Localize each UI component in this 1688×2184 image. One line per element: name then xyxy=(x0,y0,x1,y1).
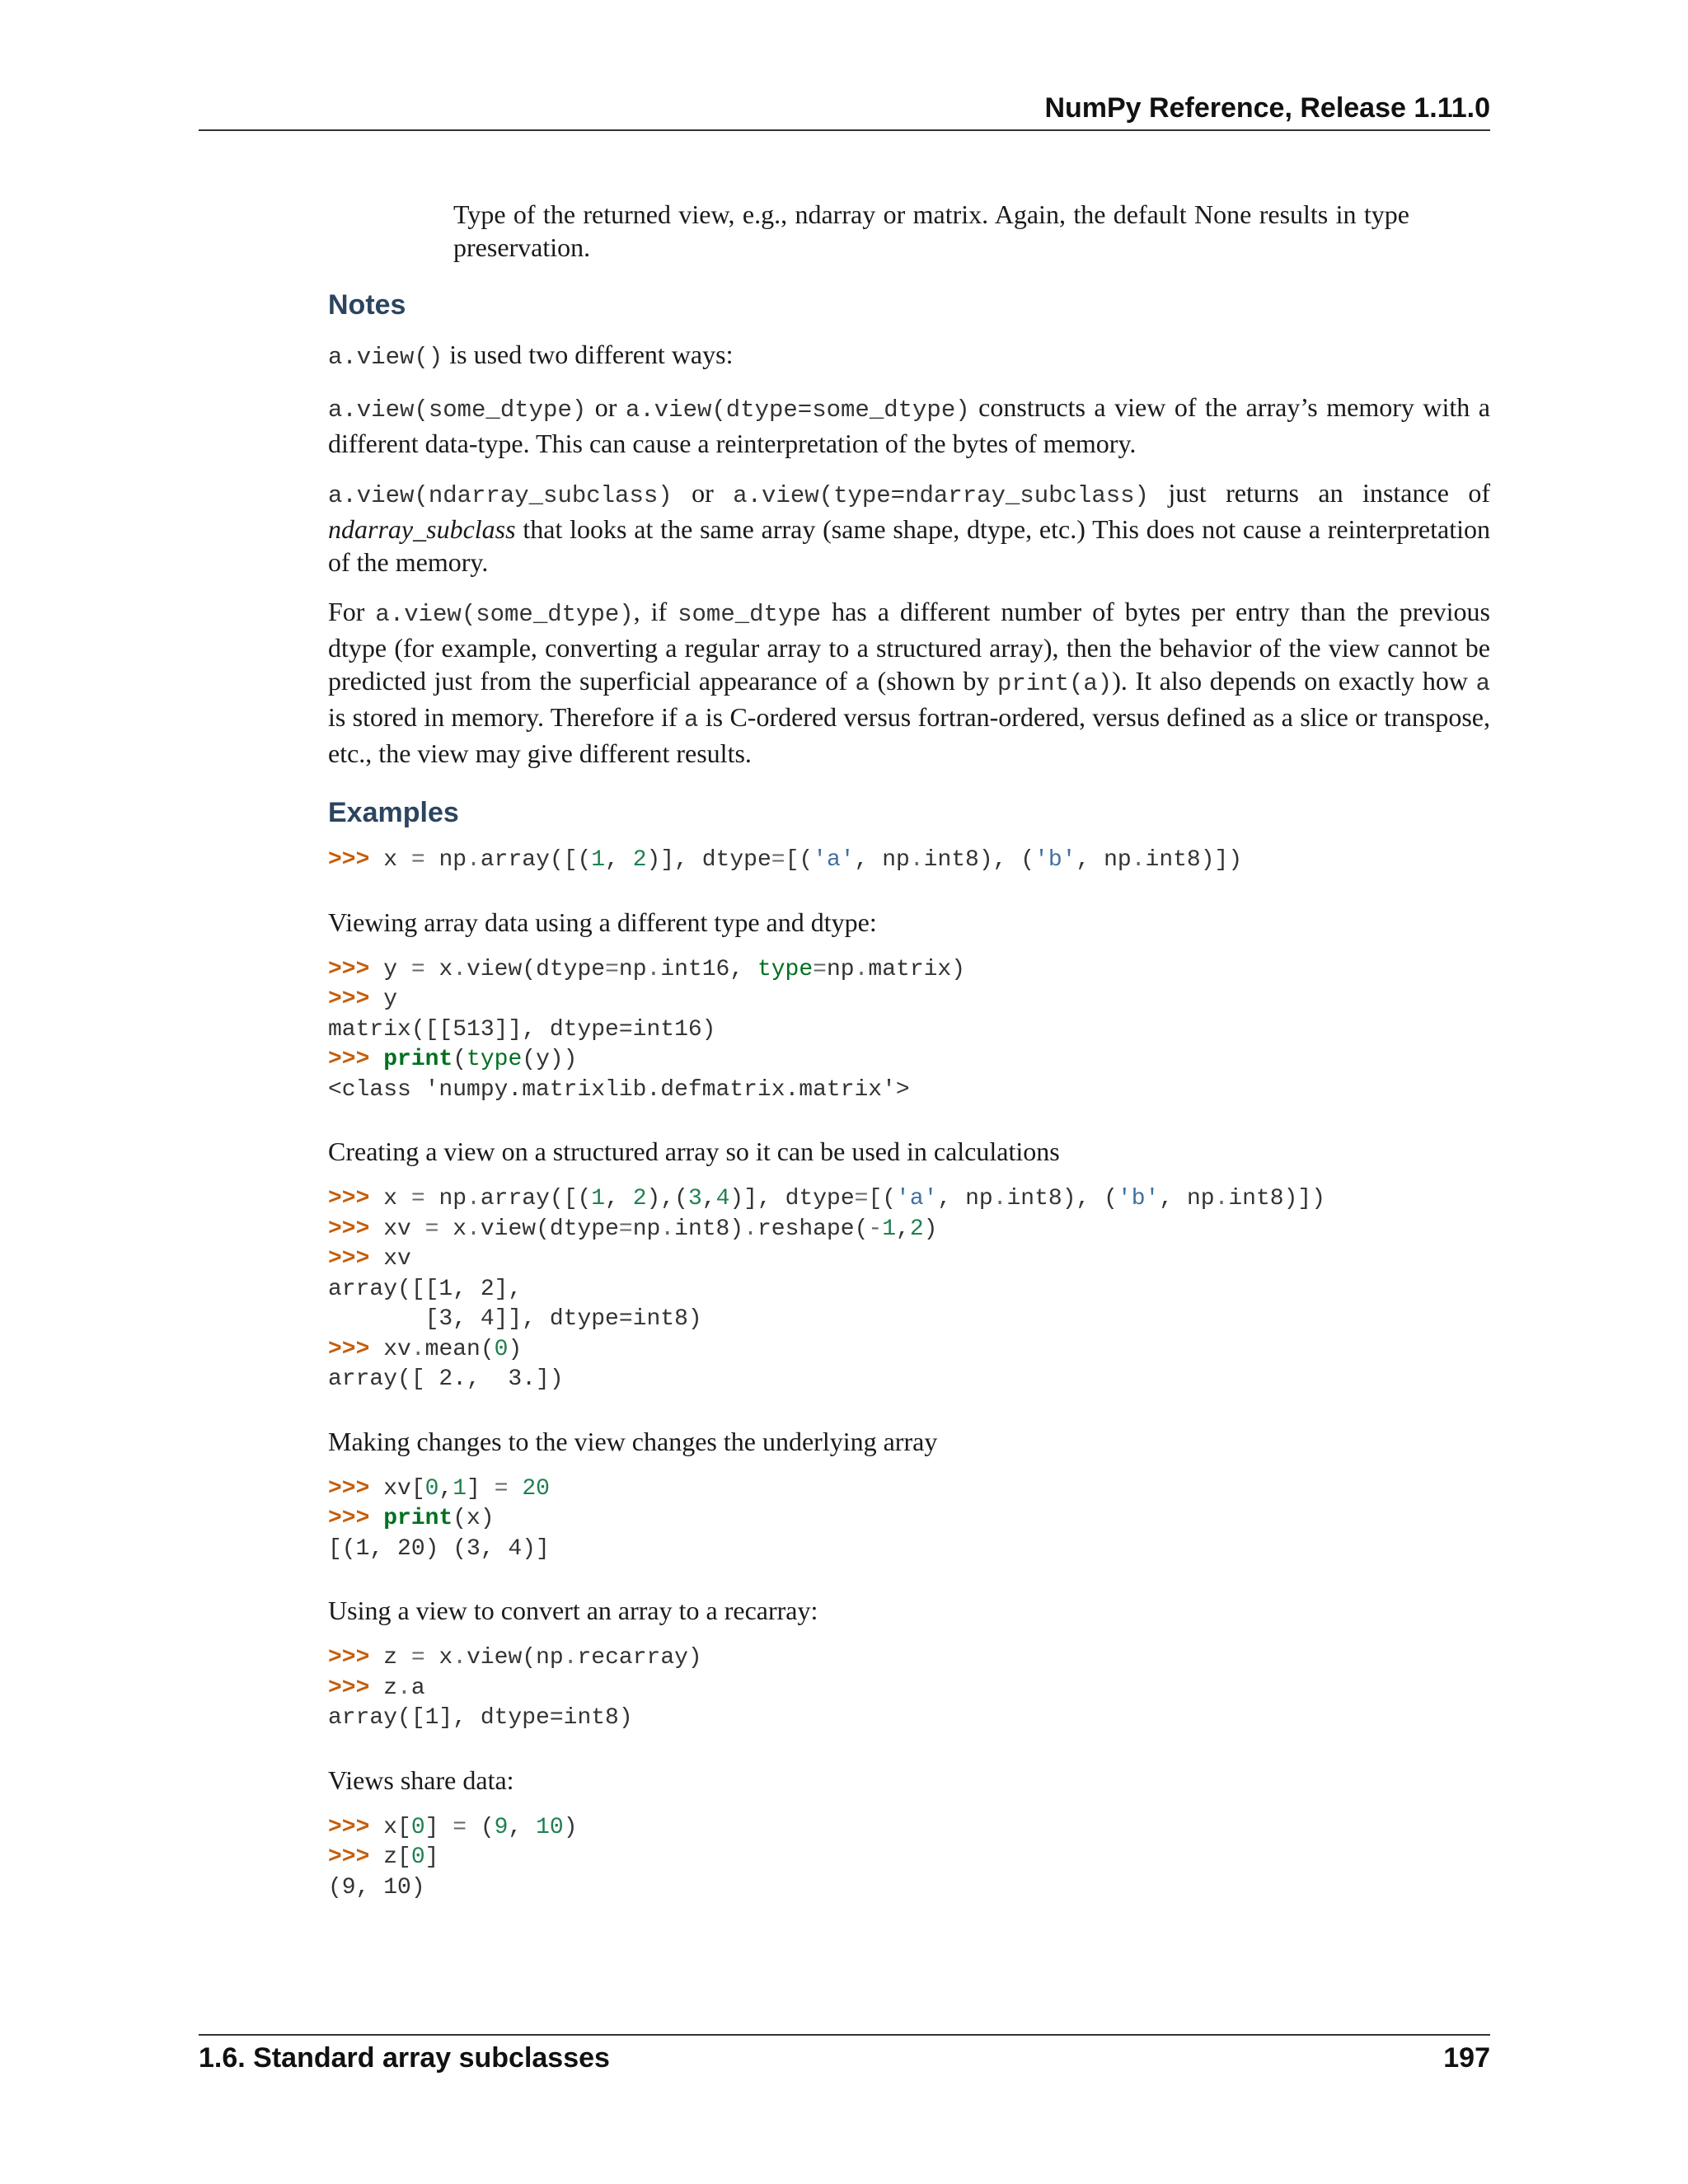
example-description-2: Creating a view on a structured array so it can be used in calculations xyxy=(328,1137,1060,1166)
code-block-1 xyxy=(328,846,1490,876)
notes-text: For xyxy=(328,597,376,626)
notes-text: is C-ordered versus fortran-ordered, versus defined as a slice or transpose, etc., the view may give different results. xyxy=(328,702,1491,768)
inline-code: a.view() xyxy=(328,344,443,371)
notes-text: , if xyxy=(633,597,678,626)
notes-text: is used two different ways: xyxy=(443,340,734,369)
header-rule xyxy=(199,129,1490,131)
page-content xyxy=(328,198,1490,1933)
code-line: >>> xv xyxy=(328,1246,411,1272)
code-line: >>> z.a xyxy=(328,1675,425,1701)
notes-text: is stored in memory. Therefore if xyxy=(328,702,685,732)
notes-heading: Notes xyxy=(328,289,406,321)
notes-paragraph-3 xyxy=(328,476,1490,579)
footer-section-title: 1.6. Standard array subclasses xyxy=(199,2042,610,2074)
code-line: >>> x[0] = (9, 10) xyxy=(328,1814,578,1840)
inline-code: a xyxy=(684,706,699,733)
code-output-line: matrix([[513]], dtype=int16) xyxy=(328,1016,716,1043)
inline-code: a.view(dtype=some_dtype) xyxy=(625,396,970,424)
notes-paragraph-1 xyxy=(328,338,1490,374)
code-line: >>> z[0] xyxy=(328,1844,439,1870)
inline-code: a xyxy=(855,670,870,697)
code-block-6 xyxy=(328,1813,1490,1904)
examples-heading: Examples xyxy=(328,797,459,828)
code-output-line: [3, 4]], dtype=int8) xyxy=(328,1306,702,1332)
param-description: Type of the returned view, e.g., ndarray or matrix. Again, the default None results in type preservation. xyxy=(453,199,1409,262)
code-output-line: array([1], dtype=int8) xyxy=(328,1705,633,1731)
inline-code: a.view(some_dtype) xyxy=(328,396,587,424)
code-output-line: [(1, 20) (3, 4)] xyxy=(328,1535,550,1562)
inline-code: print(a) xyxy=(996,670,1113,697)
notes-text: has a different number of bytes per entry than the previous dtype (for example, converting a regular array to a structured array), then the behavior of the view cannot be predicted just from the superficial appearance of xyxy=(328,597,1491,696)
example-description-5: Views share data: xyxy=(328,1765,514,1795)
footer-rule xyxy=(199,2034,1490,2036)
page-number: 197 xyxy=(1443,2042,1490,2074)
code-line: >>> x = np.array([(1, 2),(3,4)], dtype=[('a', np.int8), ('b', np.int8)]) xyxy=(328,1186,1325,1212)
notes-text: ). It also depends on exactly how xyxy=(1112,666,1476,696)
code-line: >>> y xyxy=(328,987,398,1012)
inline-code: a.view(ndarray_subclass) xyxy=(328,482,673,509)
code-output-line: array([[1, 2], xyxy=(328,1276,523,1302)
inline-code: a.view(type=ndarray_subclass) xyxy=(733,482,1149,509)
example-description-3: Making changes to the view changes the underlying array xyxy=(328,1426,938,1456)
code-line: >>> print(x) xyxy=(328,1506,495,1531)
code-output-line: <class 'numpy.matrixlib.defmatrix.matrix'> xyxy=(328,1076,910,1103)
notes-text: or xyxy=(672,478,734,508)
inline-code: a.view(some_dtype) xyxy=(375,601,634,628)
notes-paragraph-4 xyxy=(328,595,1490,770)
code-output-line: array([ 2., 3.]) xyxy=(328,1366,564,1392)
emphasis-text: ndarray_subclass xyxy=(328,514,516,544)
notes-paragraph-2 xyxy=(328,391,1490,460)
code-line: >>> x = np.array([(1, 2)], dtype=[('a', np.int8), ('b', np.int8)]) xyxy=(328,847,1243,873)
code-block-5 xyxy=(328,1643,1490,1734)
code-line: >>> print(type(y)) xyxy=(328,1047,578,1072)
code-line: >>> xv[0,1] = 20 xyxy=(328,1475,550,1502)
code-line: >>> xv.mean(0) xyxy=(328,1336,523,1362)
code-block-3 xyxy=(328,1184,1490,1395)
code-line: >>> z = x.view(np.recarray) xyxy=(328,1645,702,1671)
notes-text: (shown by xyxy=(869,666,997,696)
example-description-1: Viewing array data using a different type and dtype: xyxy=(328,907,877,937)
inline-code: some_dtype xyxy=(678,601,822,628)
code-line: >>> y = x.view(dtype=np.int16, type=np.matrix) xyxy=(328,956,966,982)
inline-code: a xyxy=(1475,670,1491,697)
notes-text: or xyxy=(586,392,626,422)
code-block-2 xyxy=(328,955,1490,1106)
notes-text: constructs a view of the array’s memory with a different data-type. This can cause a reinterpretation of the bytes of memory. xyxy=(328,392,1491,458)
example-description-4: Using a view to convert an array to a recarray: xyxy=(328,1596,818,1625)
notes-text: just returns an instance of xyxy=(1148,478,1491,508)
code-output-line: (9, 10) xyxy=(328,1874,425,1900)
page-header-title: NumPy Reference, Release 1.11.0 xyxy=(1044,92,1490,124)
notes-text: that looks at the same array (same shape, dtype, etc.) This does not cause a reinterpretation of the memory. xyxy=(328,514,1490,577)
code-block-4 xyxy=(328,1474,1490,1565)
code-line: >>> xv = x.view(dtype=np.int8).reshape(-1,2) xyxy=(328,1216,938,1242)
